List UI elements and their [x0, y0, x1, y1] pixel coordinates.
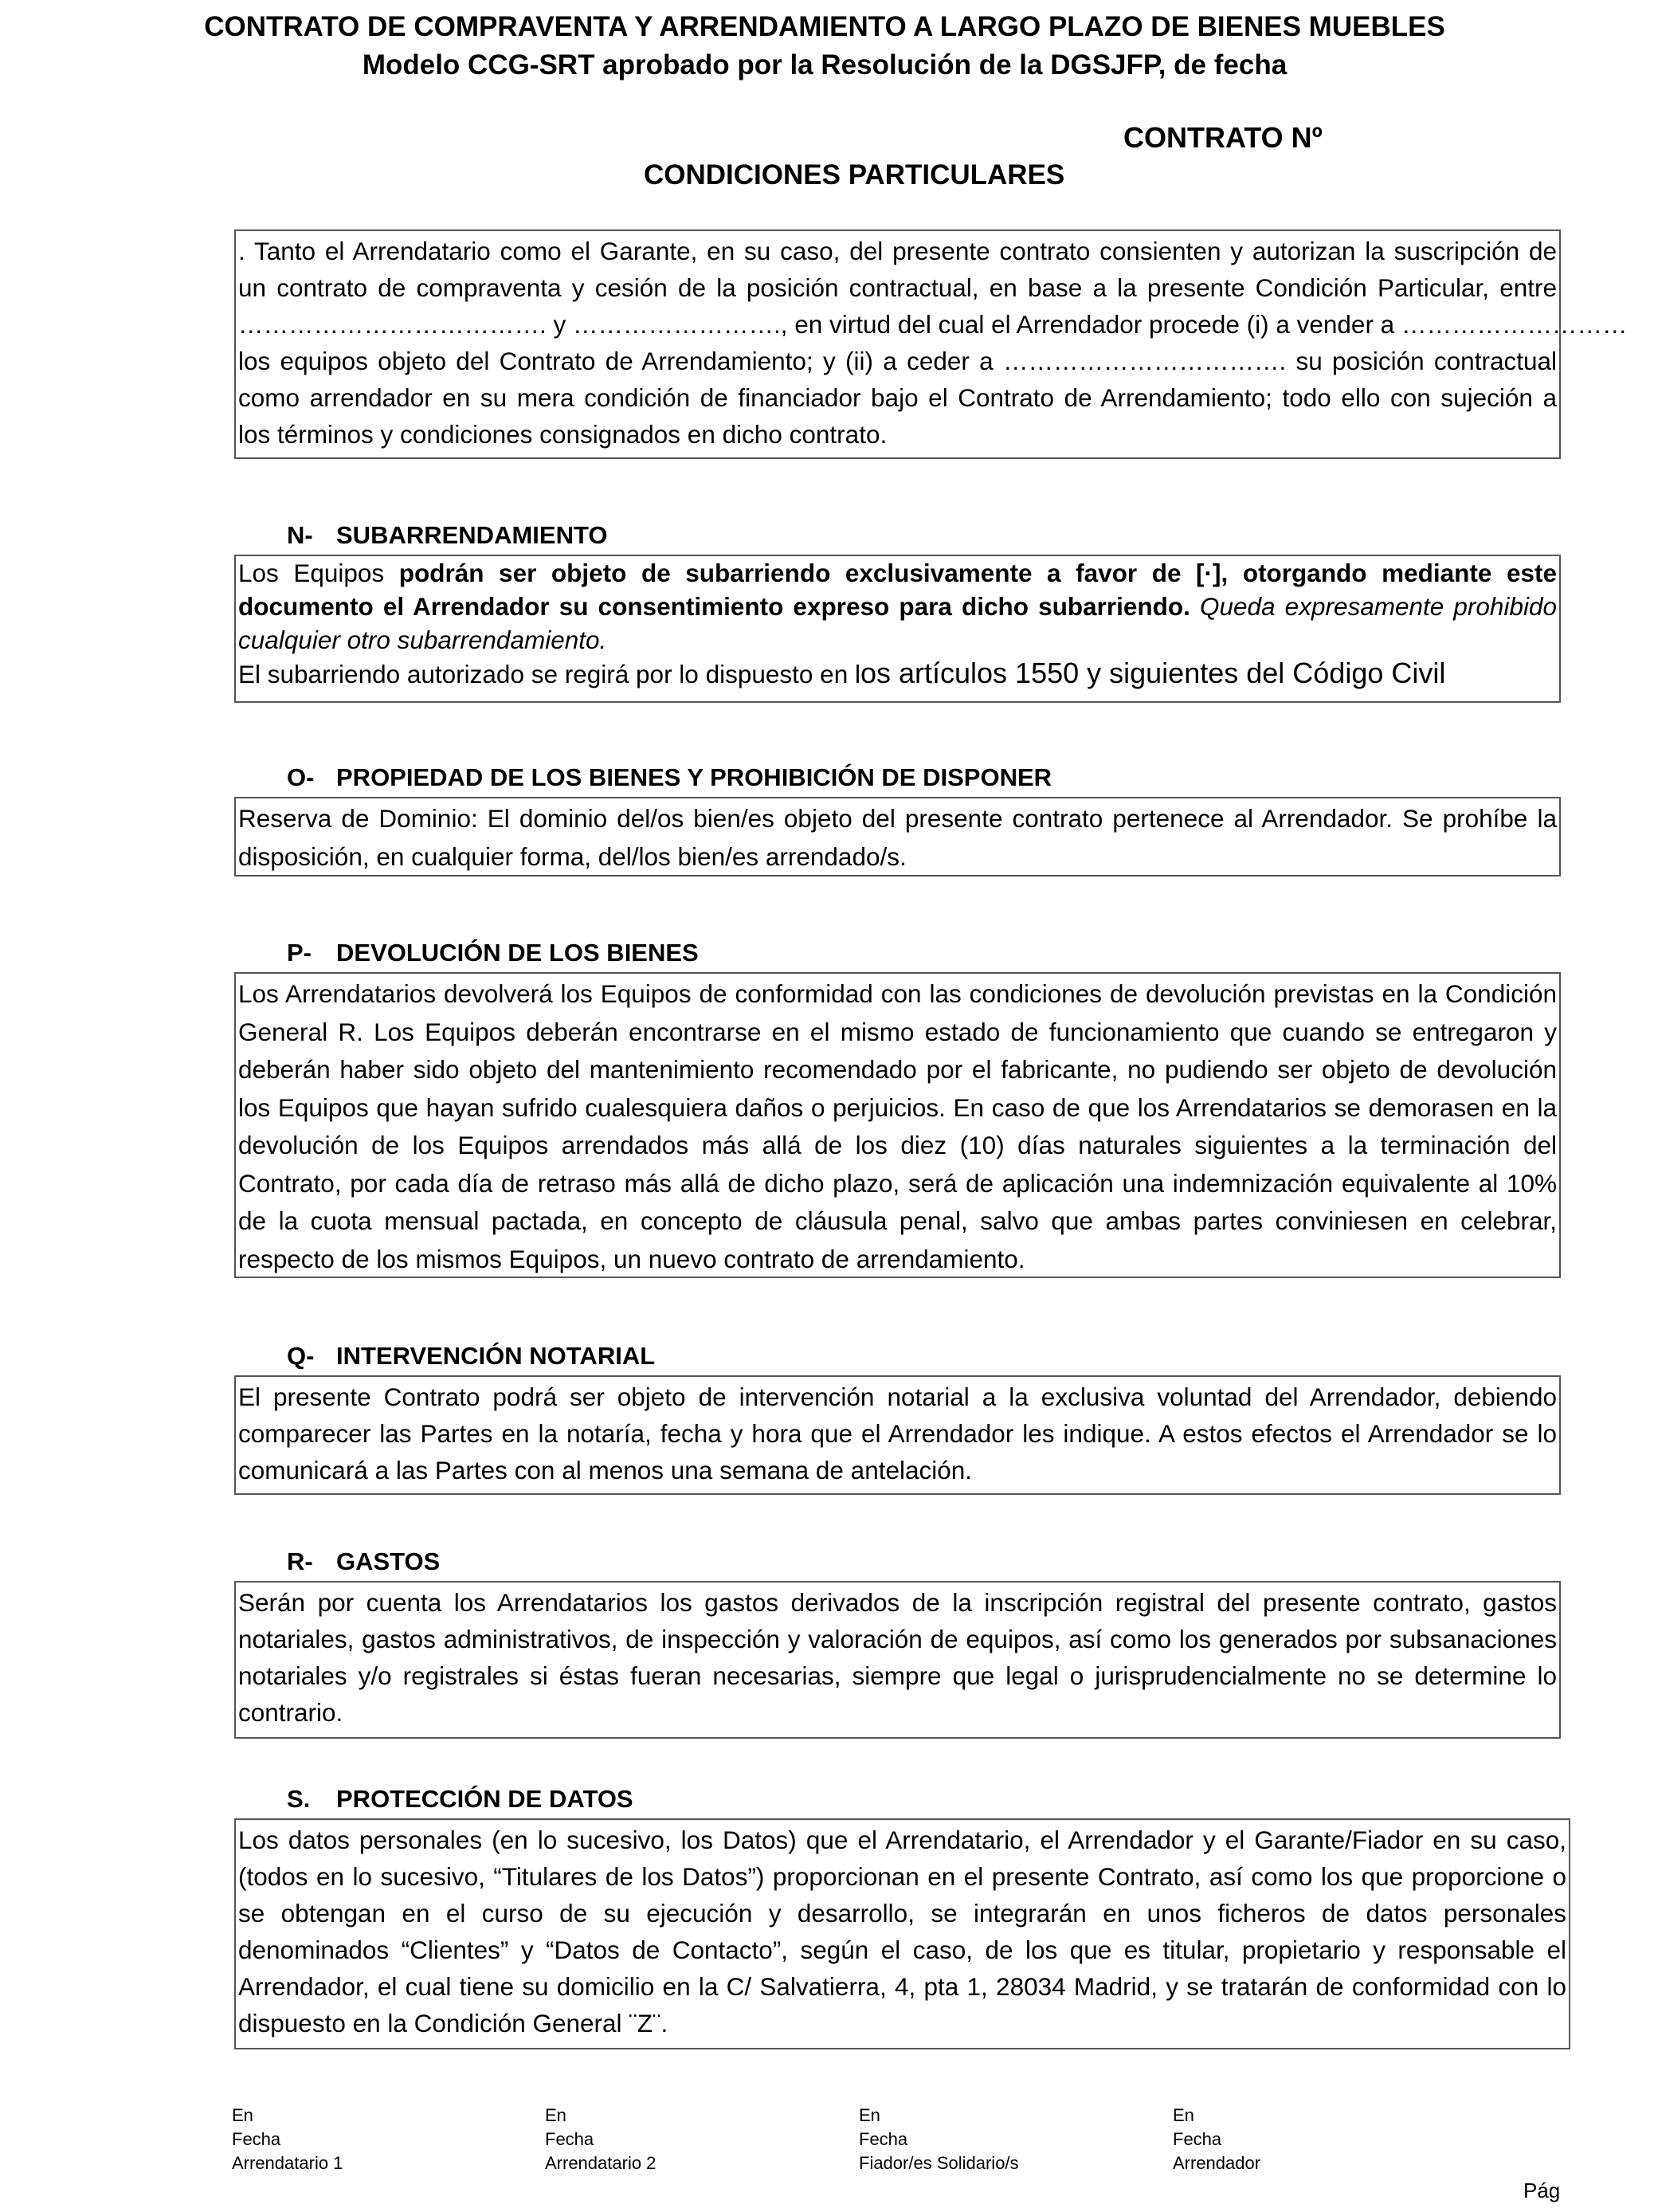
section-n-text-bold: podrán ser objeto de subarriendo exclusivamente a favor de [·], otorgando mediante este documento el Arrendador su consentimiento expreso para dicho subarriendo.	[238, 559, 1557, 621]
section-heading-condiciones-particulares: CONDICIONES PARTICULARES	[644, 159, 1065, 190]
section-box-p	[234, 972, 1561, 1278]
section-letter-o: O-	[287, 763, 315, 791]
section-q-text: El presente Contrato podrá ser objeto de intervención notarial a la exclusiva voluntad del Arrendador, debiendo comparecer las Partes en la notaría, fecha y hora que el Arrendador les indique. A estos efectos el Arrendador se lo comunicará a las Partes con al menos una semana de antelación.	[238, 1382, 1557, 1484]
section-n-paragraph-2	[238, 657, 1557, 691]
section-box-q	[234, 1375, 1561, 1495]
signature-en: En	[1173, 2105, 1194, 2125]
section-title-s: PROTECCIÓN DE DATOS	[336, 1785, 633, 1813]
section-box-s	[234, 1818, 1570, 2049]
section-o-text: Reserva de Dominio: El dominio del/os bien/es objeto del presente contrato pertenece al Arrendador. Se prohíbe la disposición, en cualquier forma, del/los bien/es arrendado/s.	[238, 804, 1557, 871]
signature-role: Fiador/es Solidario/s	[859, 2153, 1019, 2173]
section-letter-p: P-	[287, 939, 312, 967]
section-heading-o	[287, 762, 1052, 794]
intro-line-1: . Tanto el Arrendatario como el Garante, en su caso, del presente contrato consienten y autorizan la suscripción de	[238, 237, 1557, 265]
signature-en: En	[232, 2105, 253, 2125]
section-n-p2-normal: El subarriendo autorizado se regirá por lo dispuesto en l	[238, 660, 860, 688]
section-s-text: Los datos personales (en lo sucesivo, los Datos) que el Arrendatario, el Arrendador y el Garante/Fiador en su caso, (todos en lo sucesivo, “Titulares de los Datos”) proporcionan en el presente Contrato, así como los que proporcione o se obtengan en el curso de su ejecución y desarrollo, se integrarán en unos ficheros de datos personales denominados “Clientes” y “Datos de Contacto”, según el caso, de los que es titular, propietario y responsable el Arrendador, el cual tiene su domicilio en la C/ Salvatierra, 4, pta 1, 28034 Madrid, y se tratarán de conformidad con lo dispuesto en la Condición General ¨Z¨.	[238, 1826, 1566, 2037]
signature-en: En	[545, 2105, 566, 2125]
signature-role: Arrendatario 1	[232, 2153, 343, 2173]
section-title-n: SUBARRENDAMIENTO	[336, 521, 608, 549]
section-heading-p	[287, 937, 699, 969]
section-n-text-italic: Queda expresamente prohibido cualquier otro subarrendamiento.	[238, 592, 1557, 654]
intro-line-3: ………………………………. y ……………………., en virtud del cual el Arrendador procede (i) a vender a ………………………	[238, 310, 1628, 339]
section-n-paragraph-1	[238, 556, 1557, 657]
signature-fecha: Fecha	[1173, 2129, 1222, 2149]
section-p-text: Los Arrendatarios devolverá los Equipos de conformidad con las condiciones de devolución previstas en la Condición General R. Los Equipos deberán encontrarse en el mismo estado de funcionamiento que cuando se entregaron y deberán haber sido objeto del mantenimiento recomendado por el fabricante, no pudiendo ser objeto de devolución los Equipos que hayan sufrido cualesquiera daños o perjuicios. En caso de que los Arrendatarios se demorasen en la devolución de los Equipos arrendados más allá de los diez (10) días naturales siguientes a la terminación del Contrato, por cada día de retraso más allá de dicho plazo, será de aplicación una indemnización equivalente al 10% de la cuota mensual pactada, en concepto de cláusula penal, salvo que ambas partes conviniesen en celebrar, respecto de los mismos Equipos, un nuevo contrato de arrendamiento.	[238, 979, 1557, 1273]
signature-en: En	[859, 2105, 880, 2125]
section-n-p2-large: os artículos 1550 y siguientes del Código Civil	[860, 657, 1446, 689]
section-box-o	[234, 797, 1561, 877]
contract-number-label: CONTRATO Nº	[1123, 121, 1323, 154]
section-box-r	[234, 1581, 1561, 1739]
section-heading-r	[287, 1546, 440, 1578]
section-title-r: GASTOS	[336, 1547, 441, 1575]
intro-line-5: como arrendador en su mera condición de financiador bajo el Contrato de Arrendamiento; todo ello con sujeción a	[238, 383, 1557, 412]
section-heading-s	[287, 1783, 633, 1815]
intro-line-2: un contrato de compraventa y cesión de la posición contractual, en base a la presente Condición Particular, entre	[238, 273, 1557, 302]
signature-block-arrendatario-1	[232, 2104, 343, 2175]
signature-fecha: Fecha	[232, 2129, 281, 2149]
signature-fecha: Fecha	[545, 2129, 594, 2149]
signature-role: Arrendatario 2	[545, 2153, 657, 2173]
document-subtitle: Modelo CCG-SRT aprobado por la Resolución de la DGSJFP, de fecha	[362, 49, 1288, 80]
signature-block-fiador	[859, 2104, 1019, 2175]
section-box-n	[234, 555, 1561, 703]
section-title-o: PROPIEDAD DE LOS BIENES Y PROHIBICIÓN DE DISPONER	[336, 763, 1052, 791]
section-heading-n	[287, 520, 607, 551]
intro-clause-box	[234, 229, 1628, 459]
section-heading-q	[287, 1340, 655, 1372]
signature-role: Arrendador	[1173, 2153, 1261, 2173]
signature-block-arrendador	[1173, 2104, 1260, 2175]
section-title-p: DEVOLUCIÓN DE LOS BIENES	[336, 939, 699, 967]
signature-block-arrendatario-2	[545, 2104, 656, 2175]
section-title-q: INTERVENCIÓN NOTARIAL	[336, 1342, 656, 1370]
section-n-text-normal: Los Equipos	[238, 559, 399, 587]
section-letter-q: Q-	[287, 1342, 315, 1370]
page-number-label: Pág	[1523, 2179, 1561, 2202]
document-title: CONTRATO DE COMPRAVENTA Y ARRENDAMIENTO A LARGO PLAZO DE BIENES MUEBLES	[204, 11, 1445, 42]
section-letter-r: R-	[287, 1547, 313, 1575]
section-r-text: Serán por cuenta los Arrendatarios los gastos derivados de la inscripción registral del presente contrato, gastos notariales, gastos administrativos, de inspección y valoración de equipos, así como los generados por subsanaciones notariales y/o registrales si éstas fueran necesarias, siempre que legal o jurisprudencialmente no se determine lo contrario.	[238, 1588, 1557, 1727]
section-letter-s: S.	[287, 1785, 311, 1813]
intro-line-4: los equipos objeto del Contrato de Arrendamiento; y (ii) a ceder a ……………………………. su posición contractual	[238, 347, 1557, 375]
section-letter-n: N-	[287, 521, 313, 549]
signature-fecha: Fecha	[859, 2129, 908, 2149]
intro-line-6: los términos y condiciones consignados en dicho contrato.	[238, 420, 888, 449]
